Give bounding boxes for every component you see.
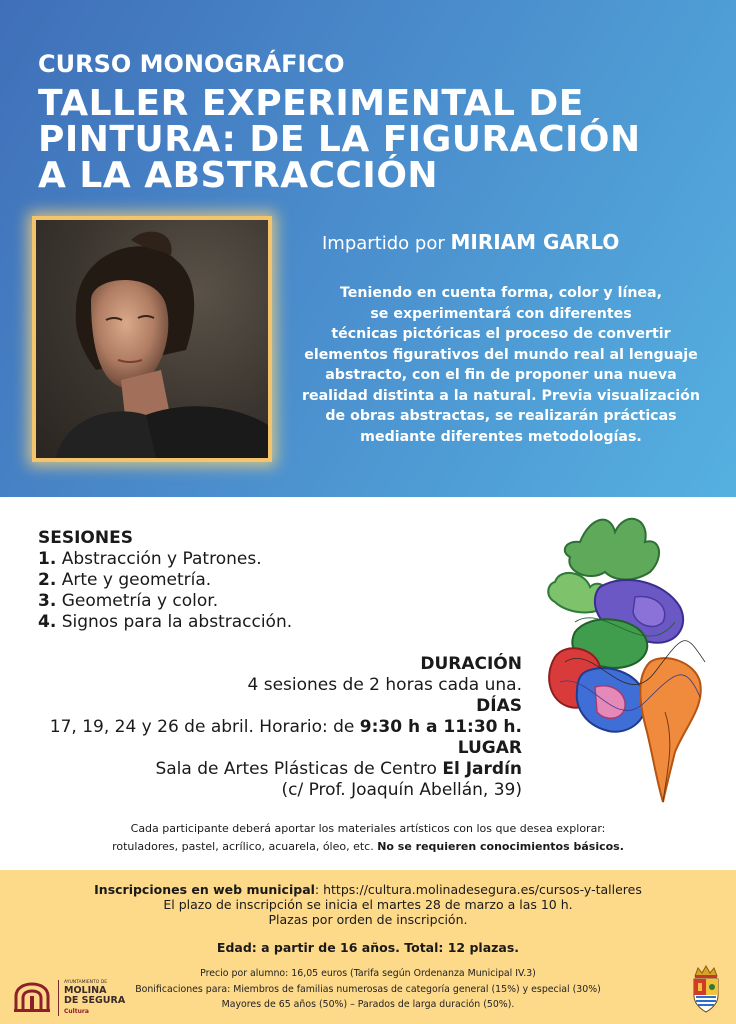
course-details (30, 654, 522, 801)
hero-banner (0, 0, 736, 497)
price-line: Mayores de 65 años (50%) – Parados de larga duración (50%). (221, 999, 515, 1010)
description-line: Teniendo en cuenta forma, color y línea, (339, 285, 663, 301)
note-line: Cada participante deberá aportar los materiales artísticos con los que desea explorar: (130, 822, 606, 835)
days-time: 9:30 h a 11:30 h. (359, 717, 522, 737)
session-label: Abstracción y Patrones. (61, 549, 262, 569)
days-text: 17, 19, 24 y 26 de abril. Horario: de (49, 717, 355, 737)
registration-label: Inscripciones en web municipal (94, 882, 315, 897)
course-title (38, 83, 718, 196)
session-number: 4. (38, 612, 57, 632)
registration-line (30, 882, 706, 897)
session-label: Arte y geometría. (61, 570, 212, 590)
molina-de-segura-logo-icon (14, 982, 50, 1012)
portrait-photo-icon (36, 220, 268, 458)
session-item (38, 570, 368, 591)
price-line: Precio por alumno: 16,05 euros (Tarifa según Ordenanza Municipal IV.3) (200, 968, 536, 979)
abstract-painting-icon (535, 512, 715, 810)
logo-name-line: DE SEGURA (64, 995, 126, 1006)
note-requirement: No se requieren conocimientos básicos. (377, 840, 624, 853)
logo-name-line: MOLINA (64, 985, 107, 996)
instructor-photo (36, 220, 268, 458)
registration-order: Plazas por orden de inscripción. (268, 912, 468, 927)
place-heading: LUGAR (457, 738, 522, 758)
sessions-section (38, 528, 368, 633)
place-line (30, 759, 522, 780)
place-name: El Jardín (442, 759, 522, 779)
municipality-logo (14, 976, 134, 1020)
session-label: Signos para la abstracción. (61, 612, 293, 632)
logo-small-text: AYUNTAMIENTO DE (64, 980, 108, 985)
sessions-list (38, 549, 368, 633)
logo-dept: Cultura (64, 1008, 89, 1015)
description-line: elementos figurativos del mundo real al lenguaje (304, 346, 698, 363)
logo-name (64, 986, 125, 1006)
note-line (60, 838, 676, 856)
session-item (38, 612, 368, 633)
duration-text: 4 sesiones de 2 horas cada una. (247, 675, 522, 695)
session-item (38, 549, 368, 570)
duration-heading: DURACIÓN (420, 654, 522, 674)
session-item (38, 591, 368, 612)
registration-period: El plazo de inscripción se inicia el martes 28 de marzo a las 10 h. (163, 897, 573, 912)
registration-url[interactable]: : https://cultura.molinadesegura.es/cursos-y-talleres (314, 882, 642, 897)
note-materials: rotuladores, pastel, acrílico, acuarela, óleo, etc. (112, 840, 374, 853)
pricing-info (120, 966, 616, 1013)
title-line: PINTURA: DE LA FIGURACIÓN (38, 119, 641, 160)
description-line: técnicas pictóricas el proceso de convertir (331, 326, 671, 342)
place-text: Sala de Artes Plásticas de Centro (155, 759, 437, 779)
course-kicker: CURSO MONOGRÁFICO (38, 50, 345, 78)
description-line: realidad distinta a la natural. Previa visualización (301, 387, 700, 404)
instructor-byline (322, 230, 702, 254)
price-line: Bonificaciones para: Miembros de familias numerosas de categoría general (15%) y especial (30%) (135, 983, 601, 995)
coat-of-arms-icon (690, 964, 722, 1014)
title-line: A LA ABSTRACCIÓN (38, 155, 439, 196)
session-label: Geometría y color. (61, 591, 219, 611)
session-number: 2. (38, 570, 57, 590)
sessions-heading: SESIONES (38, 528, 133, 548)
title-line: TALLER EXPERIMENTAL DE (38, 83, 584, 124)
description-line: mediante diferentes metodologías. (360, 428, 642, 445)
instructor-photo-frame (32, 216, 272, 462)
description-line: se experimentará con diferentes (370, 305, 632, 322)
place-address: (c/ Prof. Joaquín Abellán, 39) (281, 780, 522, 800)
age-capacity: Edad: a partir de 16 años. Total: 12 plazas. (216, 940, 520, 955)
session-number: 1. (38, 549, 57, 569)
course-description (286, 283, 716, 447)
description-line: de obras abstractas, se realizarán prácticas (325, 408, 677, 424)
days-heading: DÍAS (476, 696, 522, 716)
registration-info (30, 882, 706, 927)
logo-divider (58, 980, 59, 1016)
description-line: abstracto, con el fin de proponer una nueva (325, 367, 677, 383)
days-line (30, 717, 522, 738)
instructor-name: MIRIAM GARLO (450, 230, 620, 254)
materials-note (60, 820, 676, 856)
session-number: 3. (38, 591, 57, 611)
byline-prefix: Impartido por (322, 233, 445, 254)
